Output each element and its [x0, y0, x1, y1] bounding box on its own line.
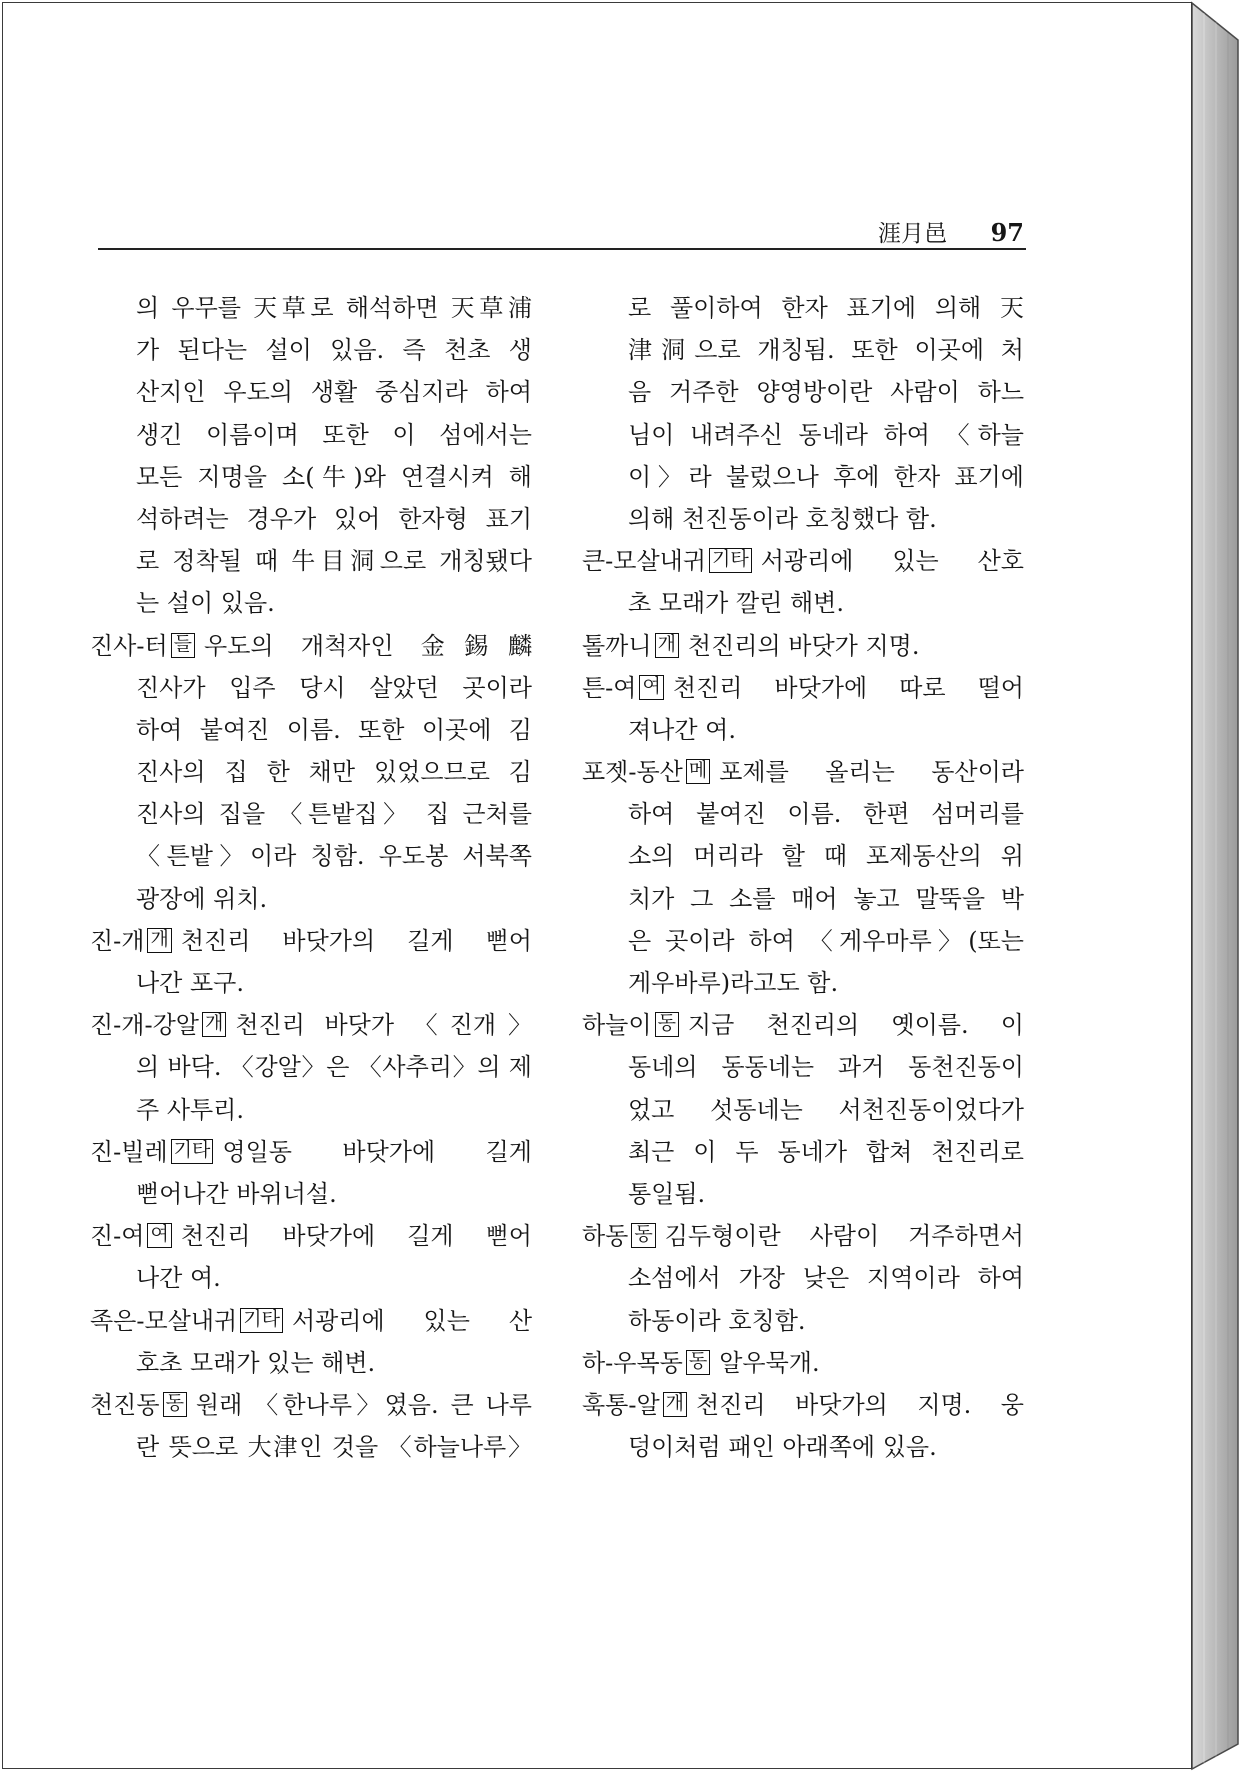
dictionary-entry — [582, 1342, 1024, 1384]
book-page — [2, 2, 1192, 1769]
entry-text: 천진리 바닷가에 길게 뻗어 — [180, 1222, 532, 1251]
entry-text-line: 치가 그 소를 매어 놓고 말뚝을 박 — [628, 884, 1024, 913]
header-rule — [98, 248, 1026, 250]
entry-text: 천진리 바닷가 〈진개〉 — [235, 1011, 532, 1040]
dictionary-entry — [582, 1004, 1024, 1215]
category-label: 기타 — [709, 548, 752, 573]
category-label: 여 — [639, 675, 663, 700]
entry-text-line: 통일됨. — [628, 1179, 706, 1208]
entry-head-line — [582, 625, 1024, 667]
entry-headword: 하-우목동 — [582, 1348, 683, 1377]
page-number: 97 — [990, 218, 1024, 247]
entry-text: 우도의 개척자인 金錫麟 — [204, 631, 532, 660]
entry-head-line — [90, 1004, 532, 1046]
entry-text: 김두형이란 사람이 거주하면서 — [664, 1222, 1024, 1251]
entry-text-line: 〈튼밭〉이라 칭함. 우도봉 서북쪽 — [136, 842, 532, 871]
category-label: 동 — [163, 1392, 187, 1417]
category-label: 메 — [686, 759, 710, 784]
category-label: 개 — [202, 1012, 226, 1037]
entry-head-line — [90, 1300, 532, 1342]
entry-head-line — [582, 1004, 1024, 1046]
entry-text: 천진리 바닷가의 지명. 웅 — [696, 1390, 1024, 1419]
entry-headword: 하늘이 — [582, 1011, 652, 1040]
entry-text-line: 은 곳이라 하여 〈게우마루〉(또는 — [628, 926, 1024, 955]
entry-text-line: 최근 이 두 동네가 합쳐 천진리로 — [628, 1137, 1024, 1166]
dictionary-entry — [90, 1300, 532, 1384]
entry-text: 포제를 올리는 동산이라 — [719, 758, 1024, 787]
entry-text-line: 란 뜻으로 大津인 것을 〈하늘나루〉 — [136, 1433, 532, 1462]
category-label: 개 — [663, 1392, 687, 1417]
entry-headword: 톨까니 — [582, 631, 652, 660]
entry-text-line: 진사의 집 한 채만 있었으므로 김 — [136, 758, 532, 787]
entry-headword: 튼-여 — [582, 673, 637, 702]
entry-text-line: 동네의 동동네는 과거 동천진동이 — [628, 1053, 1024, 1082]
entry-text-line: 하여 붙여진 이름. 한편 섬머리를 — [628, 800, 1024, 829]
category-label: 개 — [655, 633, 679, 658]
entry-text: 영일동 바닷가에 길게 — [222, 1137, 532, 1166]
entry-text-line: 광장에 위치. — [136, 884, 268, 913]
dictionary-entry — [90, 1215, 532, 1299]
category-label: 기타 — [240, 1308, 283, 1333]
entry-text-line: 로 정착될 때 牛目洞으로 개칭됐다 — [136, 547, 532, 576]
entry-text-line: 진사의 집을 〈튼밭집〉 집 근처를 — [136, 800, 532, 829]
entry-text-line: 하여 붙여진 이름. 또한 이곳에 김 — [136, 715, 532, 744]
dictionary-entry — [90, 1004, 532, 1131]
category-label: 여 — [147, 1223, 171, 1248]
entry-text-line: 로 풀이하여 한자 표기에 의해 天 — [628, 294, 1024, 322]
entry-text-line: 산지인 우도의 생활 중심지라 하여 — [136, 378, 532, 407]
dictionary-entry — [582, 1215, 1024, 1342]
entry-text: 천진리의 바닷가 지명. — [687, 631, 920, 660]
entry-head-line — [90, 1215, 532, 1257]
entry-text-line: 나간 포구. — [136, 969, 244, 997]
entry-head-line — [90, 625, 532, 667]
entry-text: 지금 천진리의 옛이름. 이 — [687, 1011, 1024, 1040]
entry-text-line: 음 거주한 양영방이란 사람이 하느 — [628, 378, 1024, 407]
dictionary-entry — [582, 667, 1024, 751]
category-label: 개 — [147, 928, 171, 953]
entry-text-line: 의 우무를 天草로 해석하면 天草浦 — [136, 294, 532, 322]
category-label: 동 — [655, 1012, 679, 1037]
entry-text-line: 津洞으로 개칭됨. 또한 이곳에 처 — [628, 336, 1024, 365]
dictionary-entry-continued — [90, 287, 532, 625]
running-header — [878, 219, 1024, 247]
entry-text: 서광리에 있는 산 — [291, 1306, 532, 1335]
entry-headword: 진-개-강알 — [90, 1011, 199, 1040]
category-label: 들 — [171, 633, 195, 658]
right-column — [582, 287, 1024, 1468]
entry-headword: 훅통-알 — [582, 1390, 660, 1419]
entry-text-line: 석하려는 경우가 있어 한자형 표기 — [136, 504, 532, 533]
dictionary-entry — [90, 1131, 532, 1215]
entry-headword: 진-개 — [90, 926, 145, 955]
entry-headword: 족은-모살내귀 — [90, 1306, 238, 1335]
entry-text-line: 생긴 이름이며 또한 이 섬에서는 — [136, 420, 532, 449]
category-label: 동 — [686, 1350, 710, 1375]
entry-text-line: 모든 지명을 소(牛)와 연결시켜 해 — [136, 462, 532, 491]
entry-headword: 진-빌레 — [90, 1137, 168, 1166]
entry-text-line: 는 설이 있음. — [136, 589, 275, 618]
entry-text-line: 게우바루)라고도 함. — [628, 969, 839, 997]
dictionary-entry — [582, 540, 1024, 624]
entry-head-line — [582, 1384, 1024, 1426]
entry-text-line: 하동이라 호칭함. — [628, 1306, 806, 1335]
entry-head-line — [582, 1342, 1024, 1384]
category-label: 동 — [631, 1223, 655, 1248]
left-column — [90, 287, 532, 1468]
dictionary-entry — [582, 625, 1024, 667]
entry-text-line: 덩이처럼 패인 아래쪽에 있음. — [628, 1433, 937, 1462]
dictionary-entry-continued — [582, 287, 1024, 540]
dictionary-entry — [90, 625, 532, 920]
entry-head-line — [582, 667, 1024, 709]
entry-headword: 진사-터 — [90, 631, 168, 660]
entry-text-line: 의 바닥. 〈강알〉은 〈사추리〉의 제 — [136, 1053, 532, 1082]
entry-text-line: 호초 모래가 있는 해변. — [136, 1348, 376, 1377]
entry-head-line — [90, 1384, 532, 1426]
entry-head-line — [90, 920, 532, 962]
entry-text: 천진리 바닷가에 따로 떨어 — [672, 673, 1024, 702]
entry-headword: 천진동 — [90, 1390, 160, 1419]
entry-head-line — [582, 1215, 1024, 1257]
entry-text-line: 나간 여. — [136, 1264, 221, 1293]
entry-headword: 하동 — [582, 1222, 629, 1251]
section-title: 涯月邑 — [878, 221, 947, 247]
dictionary-entry — [90, 1384, 532, 1468]
entry-text-line: 었고 섯동네는 서천진동이었다가 — [628, 1095, 1024, 1124]
entry-head-line — [582, 540, 1024, 582]
entry-head-line — [582, 751, 1024, 793]
entry-text: 서광리에 있는 산호 — [760, 547, 1024, 576]
entry-headword: 큰-모살내귀 — [582, 547, 707, 576]
entry-text: 천진리 바닷가의 길게 뻗어 — [180, 926, 532, 955]
entry-text-line: 져나간 여. — [628, 715, 736, 744]
entry-text-line: 의해 천진동이라 호칭했다 함. — [628, 504, 937, 533]
entry-head-line — [90, 1131, 532, 1173]
dictionary-entry — [90, 920, 532, 1004]
entry-text-line: 님이 내려주신 동네라 하여 〈하늘 — [628, 420, 1024, 449]
entry-headword: 포젯-동산 — [582, 758, 683, 787]
entry-text-line: 초 모래가 깔린 해변. — [628, 589, 844, 618]
dictionary-entry — [582, 1384, 1024, 1468]
entry-text-line: 가 된다는 설이 있음. 즉 천초 생 — [136, 336, 532, 365]
entry-text-line: 소섬에서 가장 낮은 지역이라 하여 — [628, 1264, 1024, 1293]
category-label: 기타 — [171, 1139, 214, 1164]
entry-text-line: 진사가 입주 당시 살았던 곳이라 — [136, 673, 532, 702]
entry-text-line: 뻗어나간 바위너설. — [136, 1179, 337, 1208]
entry-headword: 진-여 — [90, 1222, 145, 1251]
dictionary-entry — [582, 751, 1024, 1004]
entry-text-line: 이〉라 불렀으나 후에 한자 표기에 — [628, 462, 1024, 491]
entry-text: 원래 〈한나루〉였음. 큰 나루 — [195, 1390, 532, 1419]
entry-text-line: 주 사투리. — [136, 1095, 244, 1124]
entry-text: 알우묵개. — [719, 1348, 820, 1377]
entry-text-line: 소의 머리라 할 때 포제동산의 위 — [628, 842, 1024, 871]
